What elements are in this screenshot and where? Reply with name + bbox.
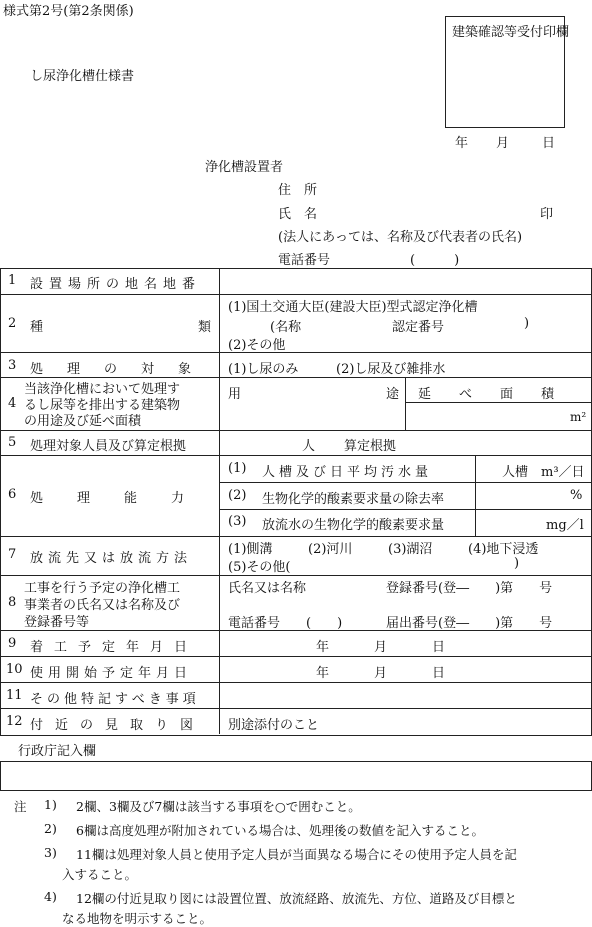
row4-area-unit: m²: [570, 410, 587, 424]
row10-label: 使用開始予定年月日: [30, 666, 193, 681]
row5-label: 処理対象人員及び算定根拠: [30, 439, 187, 454]
row9-year: 年: [316, 640, 330, 655]
row3-label: 処理の対象: [30, 362, 216, 377]
row2-name-open: (名称: [270, 320, 302, 335]
applicant-name-label: 氏 名: [278, 207, 318, 222]
row6-item2-unit: %: [570, 488, 583, 503]
row4-use-a: 用: [228, 387, 242, 402]
note3-text-line1: 11欄は処理対象人員と使用予定人員が当面異なる場合にその使用予定人員を記: [76, 847, 517, 862]
row7-option-5-close: ): [514, 556, 520, 571]
row1-label: 設置場所の地名地番: [30, 277, 202, 292]
applicant-address-label: 住 所: [278, 183, 318, 198]
row9-label: 着工予定年月日: [30, 640, 199, 655]
row6-label: 処理能力: [30, 491, 219, 506]
row4-number: 4: [8, 396, 17, 411]
note3-text-line2: 入すること。: [62, 867, 138, 882]
applicant-phone-label: 電話番号: [278, 253, 331, 268]
row7-option-5: (5)その他(: [228, 560, 291, 575]
row8-label-l3: 登録番号等: [24, 615, 90, 630]
row10-month: 月: [374, 666, 388, 681]
note2-text: 6欄は高度処理が附加されている場合は、処理後の数値を記入すること。: [76, 823, 484, 838]
row4-label-l2: るし尿等を排出する建築物: [24, 398, 181, 413]
row10-day: 日: [432, 666, 446, 681]
row4-label-l1: 当該浄化槽において処理す: [24, 382, 181, 397]
row6-item3-no: (3): [228, 514, 247, 529]
row6-item3-unit: mg／l: [546, 518, 584, 533]
row2-label-b: 類: [198, 320, 212, 335]
row11-number: 11: [6, 688, 23, 703]
row8-label-l2: 事業者の氏名又は名称及び: [24, 598, 181, 613]
office-use-label: 行政庁記入欄: [18, 744, 97, 759]
corporation-note: (法人にあっては、名称及び代表者の氏名): [278, 230, 523, 245]
date-year: 年: [455, 136, 469, 151]
row10-number: 10: [6, 662, 23, 677]
row2-option-2: (2)その他: [228, 338, 286, 353]
row3-number: 3: [8, 358, 17, 373]
row4-label-l3: の用途及び延べ面積: [24, 414, 142, 429]
note4-text-line1: 12欄の付近見取り図には設置位置、放流経路、放流先、方位、道路及び目標と: [76, 891, 517, 906]
row12-number: 12: [6, 714, 23, 729]
note4-text-line2: なる地物を明示すること。: [62, 911, 213, 926]
row4-use-b: 途: [386, 387, 400, 402]
row8-phone: 電話番号 ( ): [228, 616, 343, 631]
row2-cert-no: 認定番号: [392, 320, 445, 335]
row3-option-1: (1)し尿のみ: [228, 362, 299, 377]
row6-item2-text: 生物化学的酸素要求量の除去率: [262, 492, 445, 507]
seal-mark: 印: [540, 207, 554, 222]
row7-label: 放流先又は放流方法: [30, 551, 193, 566]
row6-item1-no: (1): [228, 461, 247, 476]
row6-item2-no: (2): [228, 488, 247, 503]
note2-number: 2): [44, 821, 57, 836]
date-month: 月: [496, 136, 510, 151]
row6-item1-text: 人槽及び日平均汚水量: [262, 465, 433, 480]
applicant-heading: 浄化槽設置者: [205, 160, 284, 175]
row5-basis: 算定根拠: [344, 439, 397, 454]
row2-label-a: 種: [30, 320, 44, 335]
row12-value: 別途添付のこと: [228, 718, 320, 733]
row9-month: 月: [374, 640, 388, 655]
row7-option-4: (4)地下浸透: [468, 542, 539, 557]
row7-number: 7: [8, 547, 17, 562]
note4-number: 4): [44, 889, 57, 904]
column-divider: [219, 268, 220, 734]
row8-label-l1: 工事を行う予定の浄化槽工: [24, 581, 181, 596]
row8-notification: 届出番号(登― )第 号: [386, 616, 553, 631]
row1-number: 1: [8, 273, 17, 288]
applicant-phone-paren: ( ): [410, 253, 460, 268]
row6-item3-text: 放流水の生物化学的酸素要求量: [262, 518, 445, 533]
date-day: 日: [542, 136, 556, 151]
row2-name-close: ): [524, 316, 530, 331]
row12-label: 付近の見取り図: [30, 718, 206, 733]
row8-registration: 登録番号(登― )第 号: [386, 581, 553, 596]
row10-year: 年: [316, 666, 330, 681]
stamp-label: 建築確認等受付印欄: [452, 25, 570, 40]
notes-heading: 注: [14, 799, 27, 814]
row7-option-1: (1)側溝: [228, 542, 273, 557]
note1-number: 1): [44, 797, 57, 812]
row8-name: 氏名又は名称: [228, 581, 307, 596]
row2-option-1: (1)国土交通大臣(建設大臣)型式認定浄化槽: [228, 300, 478, 315]
note1-text: 2欄、3欄及び7欄は該当する事項を○で囲むこと。: [76, 799, 361, 814]
document-title: し尿浄化槽仕様書: [30, 69, 135, 84]
row5-number: 5: [8, 435, 17, 450]
form-number: 様式第2号(第2条関係): [3, 4, 134, 19]
row9-number: 9: [8, 636, 17, 651]
row5-person: 人: [302, 439, 316, 454]
stamp-box: [445, 16, 570, 128]
row3-option-2: (2)し尿及び雑排水: [336, 362, 446, 377]
row6-number: 6: [8, 487, 17, 502]
row8-number: 8: [8, 595, 17, 610]
row2-number: 2: [8, 316, 17, 331]
row4-area-label: 延べ面積: [418, 387, 583, 402]
row11-label: その他特記すべき事項: [30, 692, 200, 707]
row7-option-2: (2)河川: [308, 542, 353, 557]
note3-number: 3): [44, 845, 57, 860]
office-use-box: [0, 761, 592, 791]
row9-day: 日: [432, 640, 446, 655]
row6-item1-unit: 人槽 m³／日: [502, 465, 585, 480]
row7-option-3: (3)湖沼: [388, 542, 433, 557]
